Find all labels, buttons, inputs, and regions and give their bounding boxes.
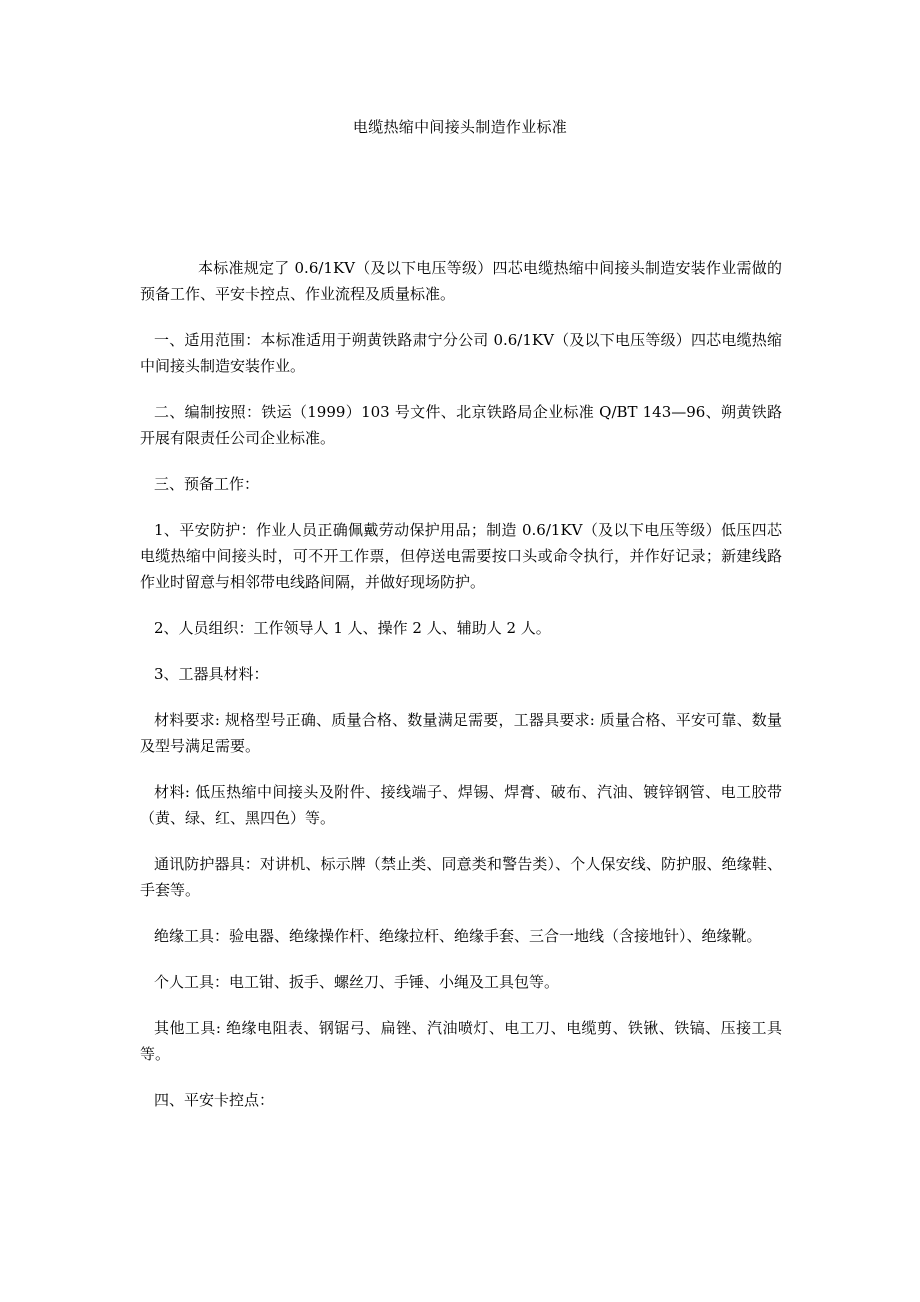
paragraph-basis: 二、编制按照：铁运（1999）103 号文件、北京铁路局企业标准 Q/BT 143—96、朔黄铁路开展有限责任公司企业标准。 xyxy=(140,403,782,447)
paragraph-tools-heading: 3、工器具材料： xyxy=(154,665,269,683)
paragraph-personal-tools: 个人工具：电工钳、扳手、螺丝刀、手锤、小绳及工具包等。 xyxy=(154,973,560,991)
paragraph-preparation-heading: 三、预备工作： xyxy=(154,475,260,493)
paragraph-materials: 材料: 低压热缩中间接头及附件、接线端子、焊锡、焊膏、破布、汽油、镀锌钢管、电工胶带（黄、绿、红、黑四色）等。 xyxy=(140,783,782,827)
paragraph-intro: 本标准规定了 0.6/1KV（及以下电压等级）四芯电缆热缩中间接头制造安装作业需做的预备工作、平安卡控点、作业流程及质量标准。 xyxy=(140,259,782,303)
paragraph-other-tools: 其他工具: 绝缘电阻表、钢锯弓、扁锉、汽油喷灯、电工刀、电缆剪、铁锹、铁镐、压接工具等。 xyxy=(140,1019,782,1063)
paragraph-communication-tools: 通讯防护器具：对讲机、标示牌（禁止类、同意类和警告类）、个人保安线、防护服、绝缘鞋、手套等。 xyxy=(140,855,782,899)
paragraph-safety-control-heading: 四、平安卡控点： xyxy=(154,1091,275,1109)
paragraph-scope: 一、适用范围：本标准适用于朔黄铁路肃宁分公司 0.6/1KV（及以下电压等级）四芯电缆热缩中间接头制造安装作业。 xyxy=(140,331,782,375)
paragraph-safety-protection: 1、平安防护：作业人员正确佩戴劳动保护用品；制造 0.6/1KV（及以下电压等级）低压四芯电缆热缩中间接头时，可不开工作票，但停送电需要按口头或命令执行，并作好记录；新建线路作业时留意与相邻带电线路间隔，并做好现场防护。 xyxy=(140,521,782,591)
paragraph-material-requirements: 材料要求: 规格型号正确、质量合格、数量满足需要，工器具要求: 质量合格、平安可靠、数量及型号满足需要。 xyxy=(140,711,782,755)
document-title: 电缆热缩中间接头制造作业标准 xyxy=(352,118,568,136)
document-body xyxy=(140,255,782,1133)
paragraph-insulation-tools: 绝缘工具：验电器、绝缘操作杆、绝缘拉杆、绝缘手套、三合一地线（含接地针）、绝缘靴。 xyxy=(154,927,762,945)
paragraph-personnel: 2、人员组织：工作领导人 1 人、操作 2 人、辅助人 2 人。 xyxy=(154,619,551,637)
